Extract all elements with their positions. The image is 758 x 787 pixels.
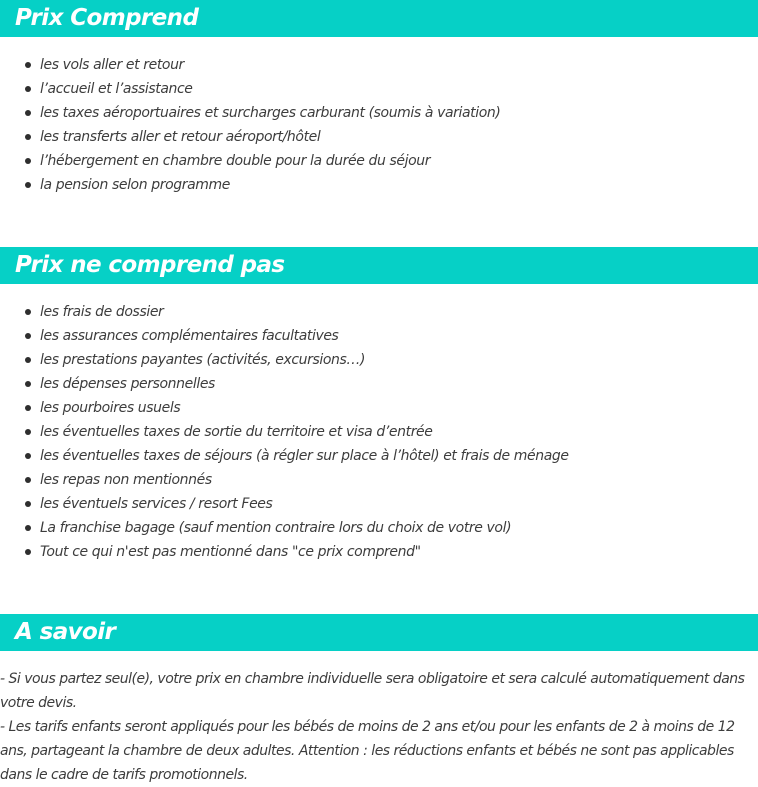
list-item (0, 173, 500, 197)
list-item-text: l’accueil et l’assistance (40, 81, 193, 97)
bullet-icon (25, 525, 31, 531)
list-item (0, 492, 569, 516)
section-header-prix-comprend (0, 0, 758, 37)
bullet-icon (25, 134, 31, 140)
list-item (0, 77, 500, 101)
info-paragraph-child-rates: - Les tarifs enfants seront appliqués pour les bébés de moins de 2 ans et/ou pour les enfants de 2 à moins de 12 ans, partageant la chambre de deux adultes. Attention : les réductions enfants et bébés ne sont pas applicables dans le cadre de tarifs promotionnels. (0, 719, 735, 783)
section-header-prix-ne-comprend-pas (0, 247, 758, 284)
list-item-text: Tout ce qui n'est pas mentionné dans "ce prix comprend" (40, 544, 421, 560)
list-item (0, 149, 500, 173)
info-paragraph-single-traveler: - Si vous partez seul(e), votre prix en chambre individuelle sera obligatoire et sera calculé automatiquement dans votre devis. (0, 671, 745, 711)
list-item-text: les éventuels services / resort Fees (40, 496, 273, 512)
list-item-text: les assurances complémentaires facultatives (40, 328, 339, 344)
list-item (0, 516, 569, 540)
bullet-icon (25, 110, 31, 116)
list-item-text: les éventuelles taxes de sortie du territoire et visa d’entrée (40, 424, 433, 440)
list-item-text: les transferts aller et retour aéroport/hôtel (40, 129, 321, 145)
list-item-text: les vols aller et retour (40, 57, 184, 73)
list-item-text: les pourboires usuels (40, 400, 181, 416)
bullet-icon (25, 158, 31, 164)
section-title: Prix ne comprend pas (15, 252, 285, 278)
list-item-text: les frais de dossier (40, 304, 164, 320)
list-item-text: les éventuelles taxes de séjours (à régler sur place à l’hôtel) et frais de ménage (40, 448, 569, 464)
section-header-a-savoir (0, 614, 758, 651)
section-title: A savoir (15, 619, 116, 645)
bullet-icon (25, 86, 31, 92)
excluded-list (0, 300, 569, 564)
bullet-icon (25, 309, 31, 315)
section-title: Prix Comprend (15, 5, 199, 31)
bullet-icon (25, 381, 31, 387)
bullet-icon (25, 333, 31, 339)
list-item-text: l’hébergement en chambre double pour la durée du séjour (40, 153, 431, 169)
list-item (0, 300, 569, 324)
list-item (0, 444, 569, 468)
list-item-text: La franchise bagage (sauf mention contraire lors du choix de votre vol) (40, 520, 512, 536)
bullet-icon (25, 62, 31, 68)
list-item (0, 396, 569, 420)
list-item-text: les prestations payantes (activités, excursions…) (40, 352, 366, 368)
bullet-icon (25, 477, 31, 483)
list-item (0, 125, 500, 149)
list-item-text: les taxes aéroportuaires et surcharges carburant (soumis à variation) (40, 105, 501, 121)
list-item-text: les dépenses personnelles (40, 376, 215, 392)
list-item (0, 53, 500, 77)
bullet-icon (25, 549, 31, 555)
bullet-icon (25, 357, 31, 363)
list-item (0, 348, 569, 372)
bullet-icon (25, 405, 31, 411)
list-item (0, 101, 500, 125)
list-item (0, 468, 569, 492)
included-list (0, 53, 500, 197)
list-item-text: les repas non mentionnés (40, 472, 212, 488)
bullet-icon (25, 453, 31, 459)
bullet-icon (25, 429, 31, 435)
list-item (0, 372, 569, 396)
list-item-text: la pension selon programme (40, 177, 230, 193)
bullet-icon (25, 501, 31, 507)
list-item (0, 324, 569, 348)
list-item (0, 540, 569, 564)
list-item (0, 420, 569, 444)
bullet-icon (25, 182, 31, 188)
